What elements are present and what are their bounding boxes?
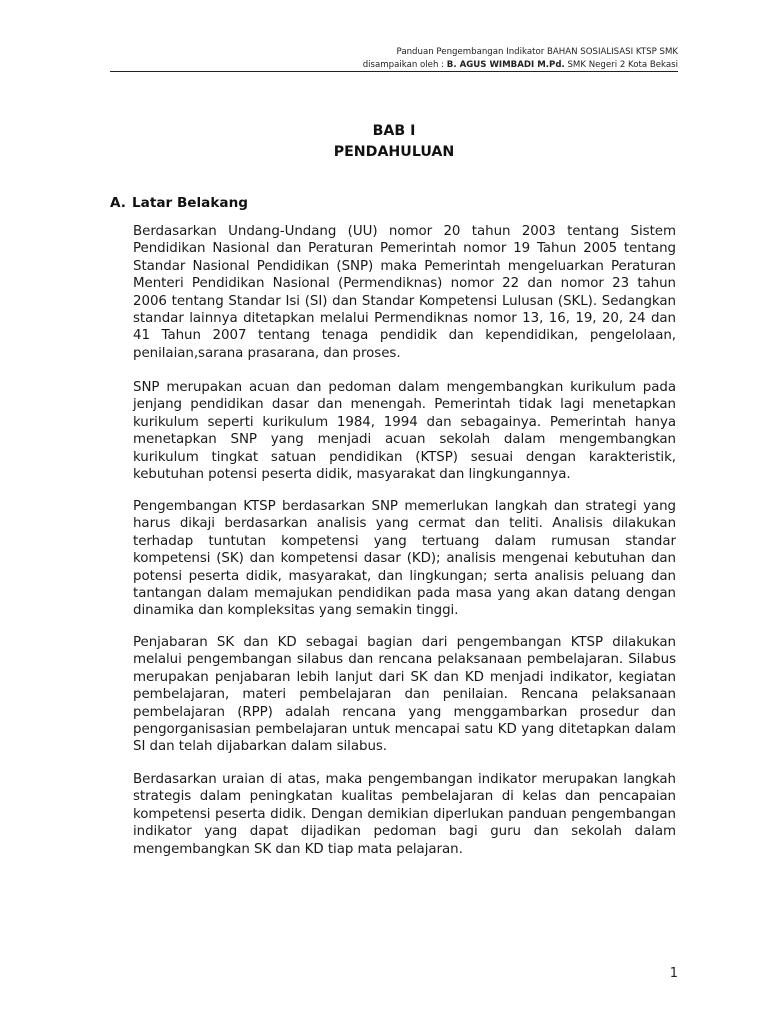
- header-credit: [110, 59, 678, 72]
- page-number: 1: [669, 966, 678, 981]
- header-divider: [110, 71, 678, 72]
- chapter-title: PENDAHULUAN: [333, 144, 455, 160]
- body-paragraph-2: SNP merupakan acuan dan pedoman dalam mengembangkan kurikulum pada jenjang pendidikan dasar dan menengah. Pemerintah tidak lagi menetapkan kurikulum seperti kurikulum 1984, 1994 dan sebagainya. Pemerintah hanya menetapkan SNP yang menjadi acuan sekolah dalam mengembangkan kurikulum tingkat satuan pendidikan (KTSP) sesuai dengan karakteristik, kebutuhan potensi peserta didik, masyarakat dan lingkungannya.: [133, 380, 676, 483]
- header-author: B. AGUS WIMBADI M.Pd.: [446, 59, 565, 70]
- running-header: [110, 46, 678, 71]
- section-heading: [110, 194, 248, 212]
- section-number: A.: [110, 195, 126, 211]
- section-title: Latar Belakang: [132, 195, 248, 211]
- body-paragraph-4: Penjabaran SK dan KD sebagai bagian dari pengembangan KTSP dilakukan melalui pengembangan silabus dan rencana pelaksanaan pembelajaran. Silabus merupakan penjabaran lebih lanjut dari SK dan KD menjadi indikator, kegiatan pembelajaran, materi pembelajaran dan penilaian. Rencana pelaksanaan pembelajaran (RPP) adalah rencana yang menggambarkan prosedur dan pengorganisasian pembelajaran untuk mencapai satu KD yang ditetapkan dalam SI dan telah dijabarkan dalam silabus.: [133, 635, 676, 755]
- chapter-heading: [110, 121, 678, 163]
- body-paragraph-1: Berdasarkan Undang-Undang (UU) nomor 20 tahun 2003 tentang Sistem Pendidikan Nasional dan Peraturan Pemerintah nomor 19 Tahun 2005 tentang Standar Nasional Pendidikan (SNP) maka Pemerintah mengeluarkan Peraturan Menteri Pendidikan Nasional (Permendiknas) nomor 22 dan nomor 23 tahun 2006 tentang Standar Isi (SI) dan Standar Kompetensi Lulusan (SKL). Sedangkan standar lainnya ditetapkan melalui Permendiknas nomor 13, 16, 19, 20, 24 dan 41 Tahun 2007 tentang tenaga pendidik dan kependidikan, pengelolaan, penilaian,sarana prasarana, dan proses.: [133, 224, 676, 361]
- header-title: Panduan Pengembangan Indikator BAHAN SOSIALISASI KTSP SMK: [396, 47, 678, 57]
- header-credit-prefix: disampaikan oleh :: [362, 59, 447, 70]
- body-paragraph-5: Berdasarkan uraian di atas, maka pengembangan indikator merupakan langkah strategis dalam peningkatan kualitas pembelajaran di kelas dan pencapaian kompetensi peserta didik. Dengan demikian diperlukan panduan pengembangan indikator yang dapat dijadikan pedoman bagi guru dan sekolah dalam mengembangkan SK dan KD tiap mata pelajaran.: [133, 772, 676, 857]
- body-paragraph-3: Pengembangan KTSP berdasarkan SNP memerlukan langkah dan strategi yang harus dikaji berdasarkan analisis yang cermat dan teliti. Analisis dilakukan terhadap tuntutan kompetensi yang tertuang dalam rumusan standar kompetensi (SK) dan kompetensi dasar (KD); analisis mengenai kebutuhan dan potensi peserta didik, masyarakat, dan lingkungan; serta analisis peluang dan tantangan dalam memajukan pendidikan pada masa yang akan datang dengan dinamika dan kompleksitas yang semakin tinggi.: [133, 499, 676, 619]
- header-credit-suffix: SMK Negeri 2 Kota Bekasi: [564, 59, 678, 70]
- chapter-number: BAB I: [372, 123, 416, 139]
